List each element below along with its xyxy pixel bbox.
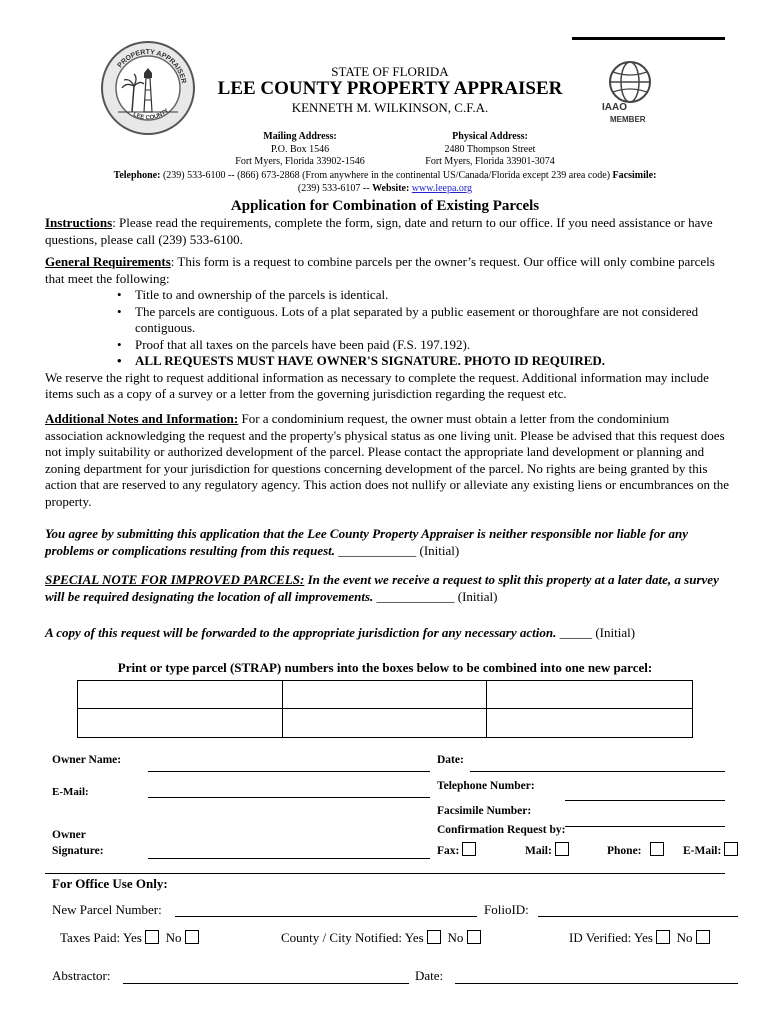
state-heading: STATE OF FLORIDA: [331, 64, 449, 79]
signature-label: Signature:: [52, 845, 104, 857]
office-date-field[interactable]: [455, 983, 738, 984]
signature-field[interactable]: [148, 858, 430, 859]
parcel-box-3[interactable]: [487, 681, 692, 709]
iaao-member-logo: [596, 56, 660, 126]
section-divider: [45, 873, 725, 874]
form-title: Application for Combination of Existing Parcels: [230, 198, 540, 214]
fax-checkbox[interactable]: [462, 842, 476, 856]
county-notified-row: County / City Notified: Yes No: [281, 930, 481, 946]
requirement-item: • The parcels are contiguous. Lots of a plat separated by a public easement or thoroughfare are not considered contiguous.: [135, 304, 730, 337]
parcel-box-1[interactable]: [78, 681, 283, 709]
reserve-right-text: We reserve the right to request additional information as necessary to complete the request. Additional information may include items such as a copy of a survey or a letter from the governing jurisdiction regarding the request etc.: [45, 369, 709, 401]
agreement-note: You agree by submitting this application that the Lee County Property Appraiser is neither responsible nor liable for any problems or complications resulting from this request. ____________ (Initial): [45, 526, 689, 558]
instructions: Instructions: Please read the requirements, complete the form, sign, date and return to our office. If you need assistance or have questions, please call (239) 533-6100.: [45, 215, 713, 247]
top-rule: [572, 37, 725, 40]
confirm-mail: Mail:: [525, 842, 569, 857]
additional-notes: Additional Notes and Information: For a condominium request, the owner must obtain a letter from the condominium association acknowledging the request and the property's physical status as one living unit. Please be advised that this request does not imply suitability or authorized development of the parcel. Please contact the appropriate land development or planning and zoning department for your jurisdiction for questions concerning development of the parcel. No rights are being granted by this action that are reserved to any regulatory agency. This action does not nullify or alleviate any existing liens or encumbrances on the property.: [45, 411, 730, 509]
parcel-box-6[interactable]: [487, 709, 692, 737]
owner-label: Owner: [52, 829, 86, 841]
county-notified-no-checkbox[interactable]: [467, 930, 481, 944]
telephone-field[interactable]: [565, 800, 725, 801]
appraiser-name: KENNETH M. WILKINSON, C.F.A.: [291, 100, 489, 115]
office-date-label: Date:: [415, 968, 444, 983]
telephone-label: Telephone Number:: [437, 780, 535, 792]
owner-name-label: Owner Name:: [52, 754, 122, 766]
abstractor-field[interactable]: [123, 983, 409, 984]
taxes-paid-no-checkbox[interactable]: [185, 930, 199, 944]
svg-text:MEMBER: MEMBER: [610, 115, 646, 124]
mail-checkbox[interactable]: [555, 842, 569, 856]
abstractor-label: Abstractor:: [52, 968, 111, 983]
date-field[interactable]: [470, 771, 725, 772]
website-link[interactable]: www.leepa.org: [411, 182, 473, 194]
office-use-heading: For Office Use Only:: [52, 876, 168, 891]
requirement-item-signature: • ALL REQUESTS MUST HAVE OWNER'S SIGNATURE. PHOTO ID REQUIRED.: [135, 353, 730, 370]
svg-text:IAAO: IAAO: [602, 102, 627, 113]
requirement-item: • Proof that all taxes on the parcels have been paid (F.S. 197.192).: [135, 337, 730, 354]
taxes-paid-yes-checkbox[interactable]: [145, 930, 159, 944]
owner-name-field[interactable]: [148, 771, 430, 772]
new-parcel-field[interactable]: [175, 916, 477, 917]
facsimile-field[interactable]: [565, 826, 725, 827]
parcel-box-2[interactable]: [283, 681, 488, 709]
confirm-email: E-Mail:: [683, 842, 738, 857]
taxes-paid-row: Taxes Paid: Yes No: [60, 930, 199, 946]
general-requirements: General Requirements: This form is a request to combine parcels per the owner’s request. Our office will only combine parcels that meet the following: • Title to and ownership of the parcels is identical. • The parcels are contiguous. Lots of a plat separated by a public easement or thoroughfare are not considered contiguous. • Proof that all taxes on the parcels have been paid (F.S. 197.192). • ALL REQUESTS MUST HAVE OWNER'S SIGNATURE. PHOTO ID REQUIRED. We reserve the right to request additional information as necessary to complete the request. Additional information may include items such as a copy of a survey or a letter from the governing jurisdiction regarding the request etc.: [45, 254, 730, 403]
mailing-address: Mailing Address: P.O. Box 1546 Fort Myers, Florida 33902-1546: [235, 131, 365, 167]
office-heading: LEE COUNTY PROPERTY APPRAISER: [217, 78, 563, 99]
email-label: E-Mail:: [52, 786, 89, 798]
date-label: Date:: [437, 754, 464, 766]
facsimile-label: Facsimile Number:: [437, 805, 532, 817]
phone-checkbox[interactable]: [650, 842, 664, 856]
svg-text:LEE COUNTY: LEE COUNTY: [131, 107, 171, 122]
requirement-item: • Title to and ownership of the parcels is identical.: [135, 287, 730, 304]
email-field[interactable]: [148, 797, 430, 798]
parcel-box-5[interactable]: [283, 709, 488, 737]
confirm-phone: Phone:: [607, 842, 664, 857]
parcel-prompt: Print or type parcel (STRAP) numbers into the boxes below to be combined into one new parcel:: [117, 660, 653, 675]
parcel-box-4[interactable]: [78, 709, 283, 737]
confirm-fax: Fax:: [437, 842, 476, 857]
requirements-list: [45, 287, 730, 370]
physical-address: Physical Address: 2480 Thompson Street Fort Myers, Florida 33901-3074: [425, 131, 555, 167]
special-note: SPECIAL NOTE FOR IMPROVED PARCELS: In the event we receive a request to split this property at a later date, a survey will be required designating the location of all improvements. ____________ (Initial): [45, 572, 719, 604]
new-parcel-label: New Parcel Number:: [52, 902, 162, 917]
id-verified-row: ID Verified: Yes No: [569, 930, 710, 946]
confirmation-label: Confirmation Request by:: [437, 824, 566, 836]
lee-county-seal-logo: [100, 40, 196, 136]
copy-note: A copy of this request will be forwarded to the appropriate jurisdiction for any necessary action. _____ (Initial): [45, 625, 636, 640]
svg-text:PROPERTY APPRAISER: PROPERTY APPRAISER: [116, 48, 187, 85]
id-verified-yes-checkbox[interactable]: [656, 930, 670, 944]
contact-line: Telephone: (239) 533-6100 -- (866) 673-2868 (From anywhere in the continental US/Canada/Florida except 239 area code) Facsimile: (239) 533-6107 -- Website: www.leepa.org: [113, 170, 657, 194]
parcel-number-grid: [77, 680, 693, 738]
county-notified-yes-checkbox[interactable]: [427, 930, 441, 944]
id-verified-no-checkbox[interactable]: [696, 930, 710, 944]
email-checkbox[interactable]: [724, 842, 738, 856]
folio-label: FolioID:: [484, 902, 529, 917]
folio-field[interactable]: [538, 916, 738, 917]
